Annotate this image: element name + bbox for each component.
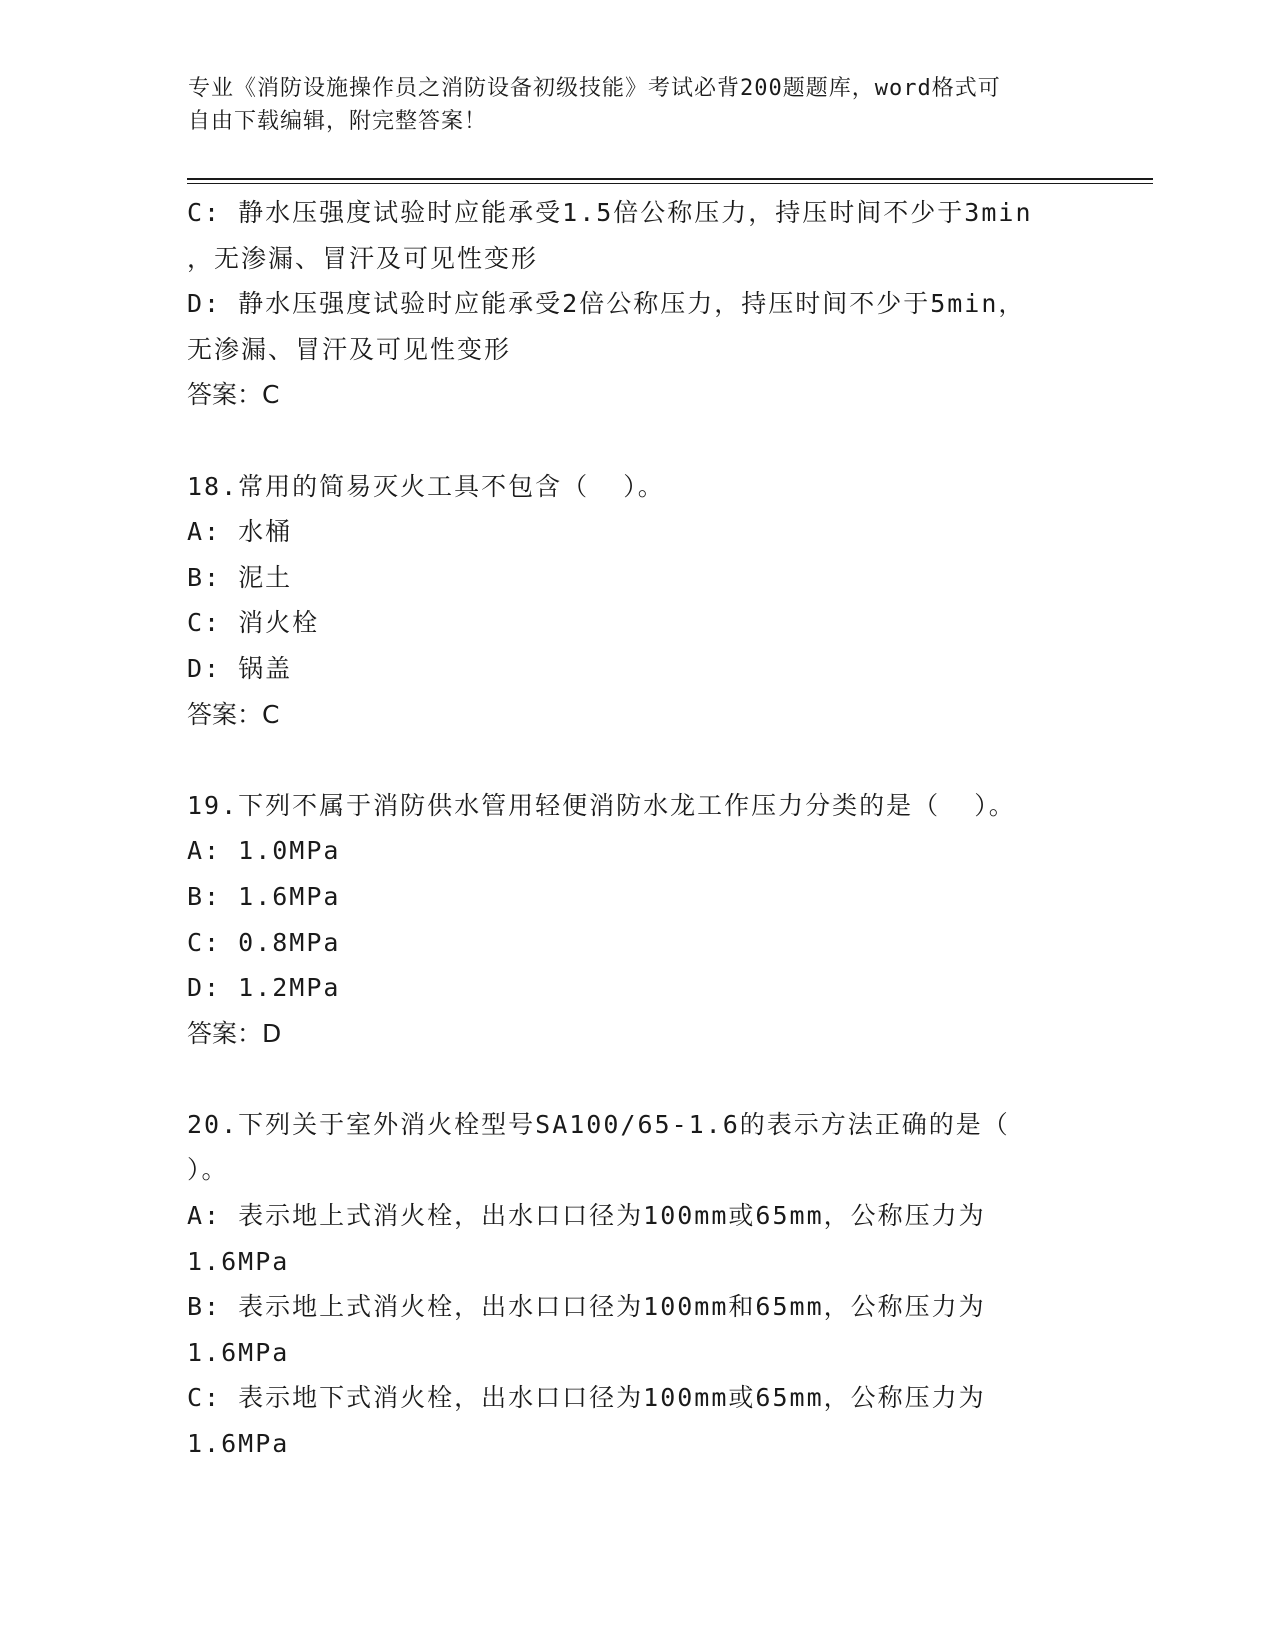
- question-content: [187, 190, 1107, 1467]
- spacer: [187, 418, 1107, 464]
- question-stem-line2: ）。: [187, 1155, 229, 1185]
- option-b: B: 泥土: [187, 562, 293, 592]
- question-18: [187, 464, 1107, 738]
- option-a: A: 1.0MPa: [187, 836, 341, 866]
- header-title-line2: 自由下载编辑，附完整答案！: [188, 109, 488, 134]
- header-divider-thin: [187, 183, 1153, 184]
- option-b-line2: 1.6MPa: [187, 1337, 290, 1367]
- option-a-line1: A: 表示地上式消火栓，出水口口径为100mm或65mm，公称压力为: [187, 1201, 986, 1231]
- option-d-line2: 无渗漏、冒汗及可见性变形: [187, 334, 512, 364]
- option-c-line1: C: 静水压强度试验时应能承受1.5倍公称压力，持压时间不少于3min: [187, 198, 1033, 227]
- question-19: [187, 783, 1107, 1057]
- option-d-line1: D: 静水压强度试验时应能承受2倍公称压力，持压时间不少于5min，: [187, 289, 1026, 319]
- header-divider-thick: [187, 178, 1153, 180]
- question-20: [187, 1102, 1107, 1467]
- header-title-line1: 专业《消防设施操作员之消防设备初级技能》考试必背200题题库，word格式可: [188, 76, 1001, 101]
- option-c-line1: C: 表示地下式消火栓，出水口口径为100mm或65mm，公称压力为: [187, 1383, 986, 1413]
- option-b: B: 1.6MPa: [187, 881, 341, 911]
- answer-text: 答案：C: [187, 699, 280, 729]
- answer-text: 答案：C: [187, 380, 280, 410]
- spacer: [187, 737, 1107, 783]
- option-a-line2: 1.6MPa: [187, 1246, 290, 1276]
- spacer: [187, 1056, 1107, 1102]
- question-stem: 18.常用的简易灭火工具不包含（ ）。: [187, 471, 665, 501]
- option-d: D: 锅盖: [187, 653, 293, 683]
- option-c-line2: ，无渗漏、冒汗及可见性变形: [187, 243, 539, 273]
- question-stem-line1: 20.下列关于室外消火栓型号SA100/65-1.6的表示方法正确的是（: [187, 1109, 1010, 1139]
- option-d: D: 1.2MPa: [187, 973, 341, 1003]
- option-b-line1: B: 表示地上式消火栓，出水口口径为100mm和65mm，公称压力为: [187, 1292, 986, 1322]
- document-header: [188, 72, 1088, 138]
- previous-question: [187, 190, 1107, 418]
- option-a: A: 水桶: [187, 517, 293, 547]
- option-c: C: 0.8MPa: [187, 927, 341, 957]
- option-c-line2: 1.6MPa: [187, 1429, 290, 1459]
- option-c: C: 消火栓: [187, 608, 320, 638]
- question-stem: 19.下列不属于消防供水管用轻便消防水龙工作压力分类的是（ ）。: [187, 790, 1016, 820]
- answer-text: 答案：D: [187, 1018, 282, 1048]
